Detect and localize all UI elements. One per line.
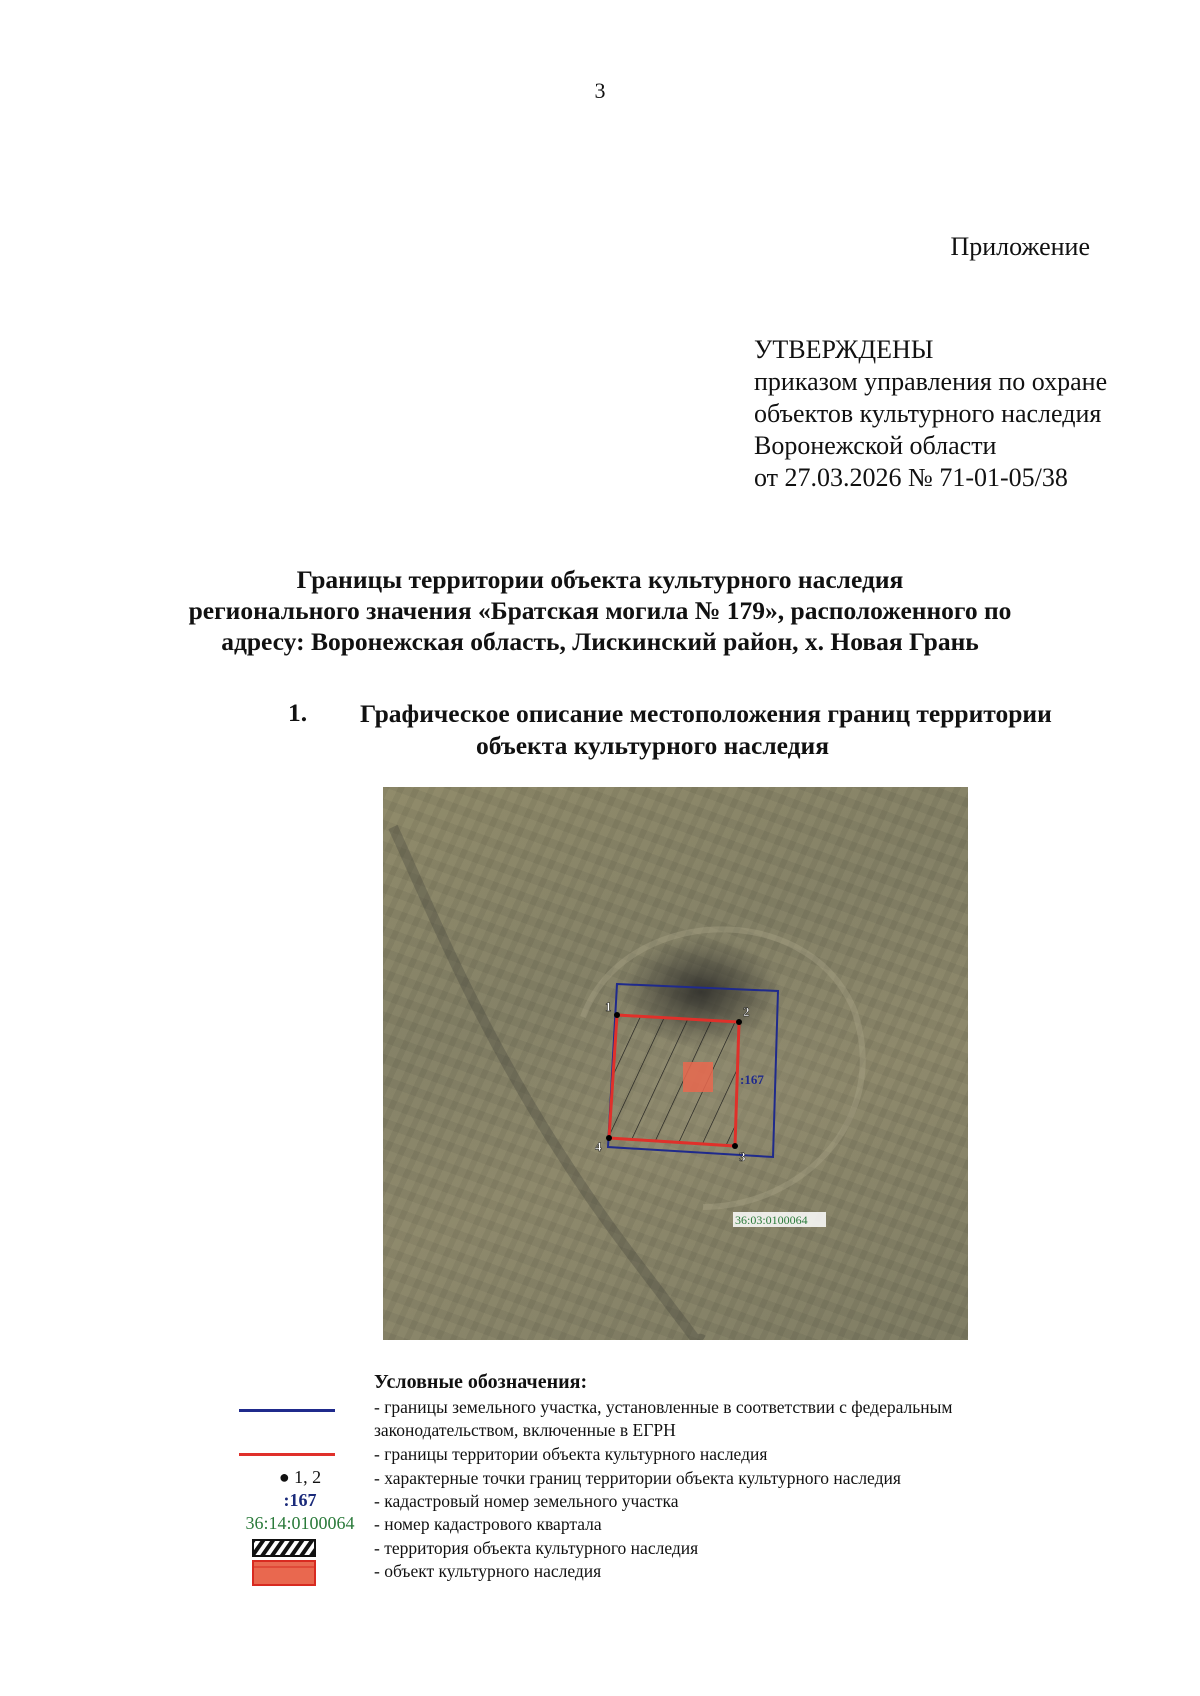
section-number: 1. [288, 698, 308, 727]
legend-parcel-number-symbol: :167 [283, 1490, 317, 1510]
map-overlay [383, 787, 968, 1340]
legend-item-text: законодательством, включенные в ЕГРН [374, 1420, 676, 1440]
territory-boundary [609, 1015, 739, 1146]
point-label: 4 [595, 1139, 602, 1154]
section-title [360, 698, 1052, 762]
legend-item-text: - характерные точки границ территории объекта культурного наследия [374, 1468, 901, 1488]
satellite-map [383, 787, 968, 1340]
legend-item-text: - кадастровый номер земельного участка [374, 1491, 679, 1511]
approval-date-number: от 27.03.2026 № 71-01-05/38 [754, 463, 1068, 492]
section-title-line: объекта культурного наследия [476, 731, 830, 760]
title-line: адресу: Воронежская область, Лискинский район, х. Новая Грань [221, 627, 979, 656]
section-title-line: Графическое описание местоположения границ территории [360, 699, 1052, 728]
legend-hatched-box-symbol [252, 1539, 316, 1557]
approval-block [754, 334, 1107, 494]
point-label: 3 [739, 1149, 746, 1164]
legend-item-text: - номер кадастрового квартала [374, 1514, 602, 1534]
parcel-number-label: :167 [740, 1072, 764, 1087]
approval-line: Воронежской области [754, 431, 997, 460]
boundary-point [614, 1012, 620, 1018]
point-label: 2 [743, 1004, 750, 1019]
legend-quarter-number-symbol: 36:14:0100064 [245, 1513, 355, 1533]
title-line: Границы территории объекта культурного наследия [296, 565, 904, 594]
legend-title: Условные обозначения: [374, 1371, 588, 1393]
boundary-point [732, 1143, 738, 1149]
quarter-number-label: 36:03:0100064 [735, 1213, 808, 1227]
page-number: 3 [594, 78, 606, 103]
point-label: 1 [605, 999, 612, 1014]
boundary-point [736, 1019, 742, 1025]
approval-heading: УТВЕРЖДЕНЫ [754, 335, 934, 364]
legend-red-box-symbol [252, 1560, 316, 1586]
legend-red-line-symbol [239, 1453, 335, 1456]
title-line: регионального значения «Братская могила № 179», расположенного по [188, 596, 1012, 625]
legend-item-text: - границы земельного участка, установленные в соответствии с федеральным [374, 1397, 953, 1417]
appendix-label: Приложение [950, 232, 1090, 261]
legend-item-text: - объект культурного наследия [374, 1561, 602, 1581]
boundary-point [606, 1135, 612, 1141]
document-title [150, 564, 1050, 657]
legend-item-text: - территория объекта культурного наследия [374, 1538, 699, 1558]
legend-blue-line-symbol [239, 1409, 335, 1412]
legend-item-text: - границы территории объекта культурного наследия [374, 1444, 768, 1464]
heritage-object [683, 1062, 713, 1092]
legend-points-symbol: ● 1, 2 [278, 1467, 322, 1487]
approval-line: объектов культурного наследия [754, 399, 1102, 428]
approval-line: приказом управления по охране [754, 367, 1108, 396]
